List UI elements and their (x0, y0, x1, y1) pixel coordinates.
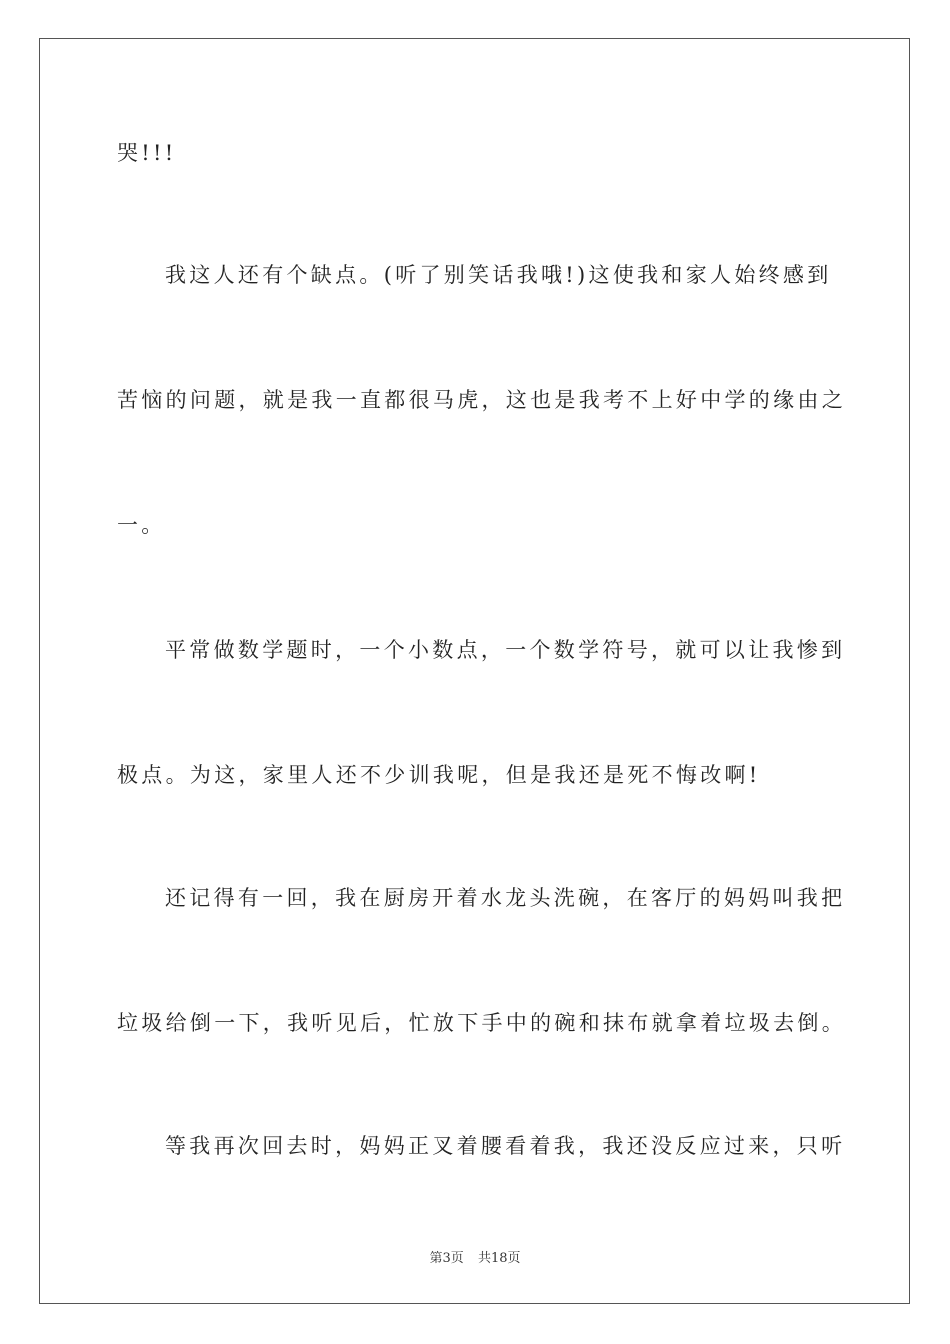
paragraph-start-line: 还记得有一回，我在厨房开着水龙头洗碗，在客厅的妈妈叫我把 (165, 886, 846, 910)
text-line-4: 一。 (117, 513, 166, 537)
paragraph-start-line: 等我再次回去时，妈妈正叉着腰看着我，我还没反应过来，只听 (165, 1134, 846, 1158)
page-number: 第3页 (429, 1251, 464, 1266)
total-pages: 共18页 (477, 1251, 521, 1266)
text-line-6: 极点。为这，家里人还不少训我呢，但是我还是死不悔改啊! (117, 763, 761, 787)
page-footer (0, 1247, 950, 1266)
text-line-3: 苦恼的问题，就是我一直都很马虎，这也是我考不上好中学的缘由之 (117, 388, 846, 412)
text-line-8: 垃圾给倒一下，我听见后，忙放下手中的碗和抹布就拿着垃圾去倒。 (117, 1011, 846, 1035)
text-line-1: 哭!!! (117, 141, 177, 165)
page-border (39, 38, 910, 1304)
paragraph-start-line: 平常做数学题时，一个小数点，一个数学符号，就可以让我惨到 (165, 638, 846, 662)
paragraph-start-line: 我这人还有个缺点。(听了别笑话我哦!)这使我和家人始终感到 (165, 263, 832, 287)
